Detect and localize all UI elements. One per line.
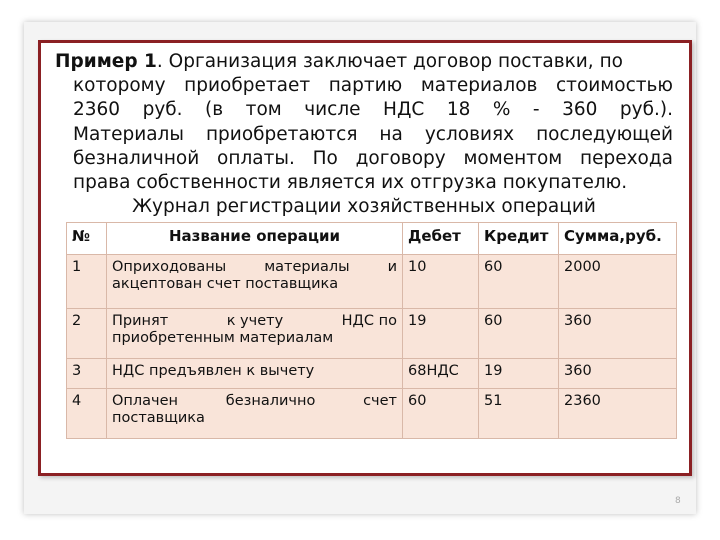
example-label: Пример 1 (55, 51, 157, 72)
row-credit: 60 (479, 309, 559, 359)
row-debit: 19 (403, 309, 479, 359)
name-line-1: НДС предъявлен к вычету (112, 363, 315, 379)
row-sum: 360 (559, 309, 677, 359)
row-number: 3 (67, 359, 107, 389)
header-number: № (67, 223, 107, 255)
example-paragraph (55, 50, 673, 195)
row-credit: 60 (479, 255, 559, 309)
paragraph-line-1 (55, 50, 673, 74)
header-operation-name: Название операции (107, 223, 403, 255)
table-row (67, 255, 677, 309)
name-word: материалы (264, 259, 350, 275)
name-line-2: поставщика (112, 410, 205, 426)
paragraph-line-2: которому приобретает партию материалов стоимостью (73, 75, 673, 97)
header-debit: Дебет (403, 223, 479, 255)
row-operation-name (107, 389, 403, 439)
row-credit: 19 (479, 359, 559, 389)
journal-heading: Журнал регистрации хозяйственных операций (132, 196, 596, 217)
row-credit: 51 (479, 389, 559, 439)
row-debit: 10 (403, 255, 479, 309)
header-sum: Сумма,руб. (559, 223, 677, 255)
name-word: счет (363, 393, 397, 409)
page-number: 8 (675, 496, 681, 506)
name-line-2: акцептован счет поставщика (112, 276, 339, 292)
header-credit: Кредит (479, 223, 559, 255)
row-sum: 2360 (559, 389, 677, 439)
paragraph-line-5: безналичной оплаты. По договору моментом перехода (73, 147, 673, 169)
row-number: 1 (67, 255, 107, 309)
name-word: Оприходованы (112, 259, 227, 275)
row-operation-name (107, 309, 403, 359)
table-header-row (67, 223, 677, 255)
paragraph-line-4: Материалы приобретаются на условиях последующей (73, 123, 673, 145)
row-number: 2 (67, 309, 107, 359)
table-row (67, 389, 677, 439)
name-word: и (387, 259, 397, 275)
table-row (67, 359, 677, 389)
paragraph-line-6: права собственности является их отгрузка покупателю. (73, 172, 628, 194)
name-line-2: приобретенным материалам (112, 330, 334, 346)
row-operation-name (107, 359, 403, 389)
paragraph-line-1-text: . Организация заключает договор поставки, по (156, 51, 623, 72)
row-debit: 68НДС (403, 359, 479, 389)
name-word: к учету (226, 313, 284, 329)
table-row (67, 309, 677, 359)
row-number: 4 (67, 389, 107, 439)
name-word: безналично (225, 393, 316, 409)
row-debit: 60 (403, 389, 479, 439)
name-word: Оплачен (112, 393, 179, 409)
operations-table (66, 222, 677, 439)
row-sum: 2000 (559, 255, 677, 309)
paragraph-line-3: 2360 руб. (в том числе НДС 18 % - 360 руб.). (73, 99, 673, 121)
name-word: Принят (112, 313, 169, 329)
name-word: НДС по (341, 313, 397, 329)
row-operation-name (107, 255, 403, 309)
row-sum: 360 (559, 359, 677, 389)
